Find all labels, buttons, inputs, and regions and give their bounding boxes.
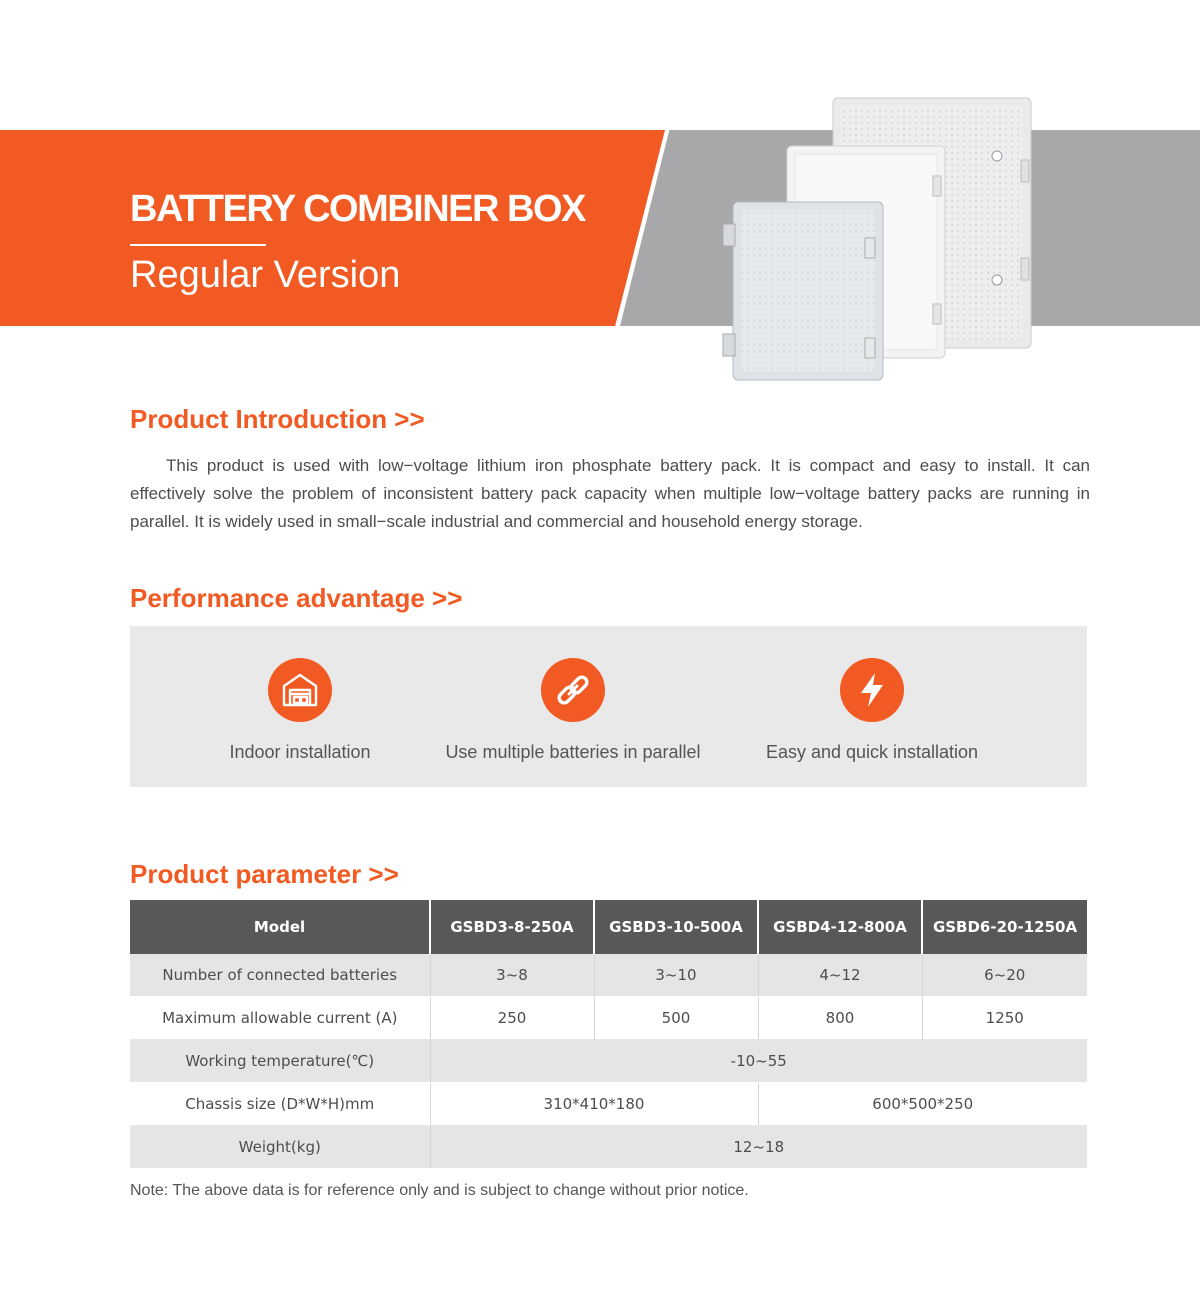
banner-divider [130,244,266,246]
feature-parallel-batteries [423,658,723,763]
parameter-table [130,900,1087,1169]
table-cell: 3~8 [430,954,594,997]
table-cell: 12~18 [430,1126,1087,1169]
table-row [130,1040,1087,1083]
table-row [130,997,1087,1040]
table-row [130,1083,1087,1126]
table-cell: 1250 [922,997,1087,1040]
table-cell: 600*500*250 [758,1083,1087,1126]
lightning-icon [840,658,904,722]
disclaimer-note: Note: The above data is for reference only and is subject to change without prior notice. [130,1182,749,1199]
table-cell: 4~12 [758,954,922,997]
table-cell: -10~55 [430,1040,1087,1083]
table-header-cell: GSBD3-10-500A [594,900,758,954]
banner-title: BATTERY COMBINER BOX [130,188,585,230]
link-icon [541,658,605,722]
table-cell: 6~20 [922,954,1087,997]
performance-heading: Performance advantage >> [130,583,463,613]
feature-label: Indoor installation [229,742,371,762]
table-row [130,954,1087,997]
table-header-row [130,900,1087,954]
row-label: Chassis size (D*W*H)mm [130,1083,430,1126]
row-label: Weight(kg) [130,1126,430,1169]
hero-banner [0,0,1200,390]
table-header-cell: GSBD4-12-800A [758,900,922,954]
intro-heading: Product Introduction >> [130,404,425,434]
table-header-cell: Model [130,900,430,954]
table-cell: 800 [758,997,922,1040]
warehouse-icon [268,658,332,722]
parameters-heading: Product parameter >> [130,859,399,889]
table-cell: 3~10 [594,954,758,997]
feature-indoor-installation [150,658,450,763]
feature-easy-installation [722,658,1022,763]
table-header-cell: GSBD3-8-250A [430,900,594,954]
table-cell: 250 [430,997,594,1040]
feature-label: Use multiple batteries in parallel [445,742,701,762]
row-label: Working temperature(℃) [130,1040,430,1083]
banner-subtitle: Regular Version [130,254,401,296]
product-image [715,90,1035,390]
performance-panel [130,626,1087,787]
table-cell: 500 [594,997,758,1040]
feature-label: Easy and quick installation [765,742,979,762]
table-header-cell: GSBD6-20-1250A [922,900,1087,954]
small-enclosure [723,202,883,380]
row-label: Maximum allowable current (A) [130,997,430,1040]
table-cell: 310*410*180 [430,1083,758,1126]
table-row [130,1126,1087,1169]
intro-paragraph: This product is used with low−voltage lithium iron phosphate battery pack. It is compact and easy to install. It can effectively solve the problem of inconsistent battery pack capacity when multiple low−voltage battery packs are running in parallel. It is widely used in small−scale industrial and commercial and household energy storage. [130,456,1090,531]
row-label: Number of connected batteries [130,954,430,997]
